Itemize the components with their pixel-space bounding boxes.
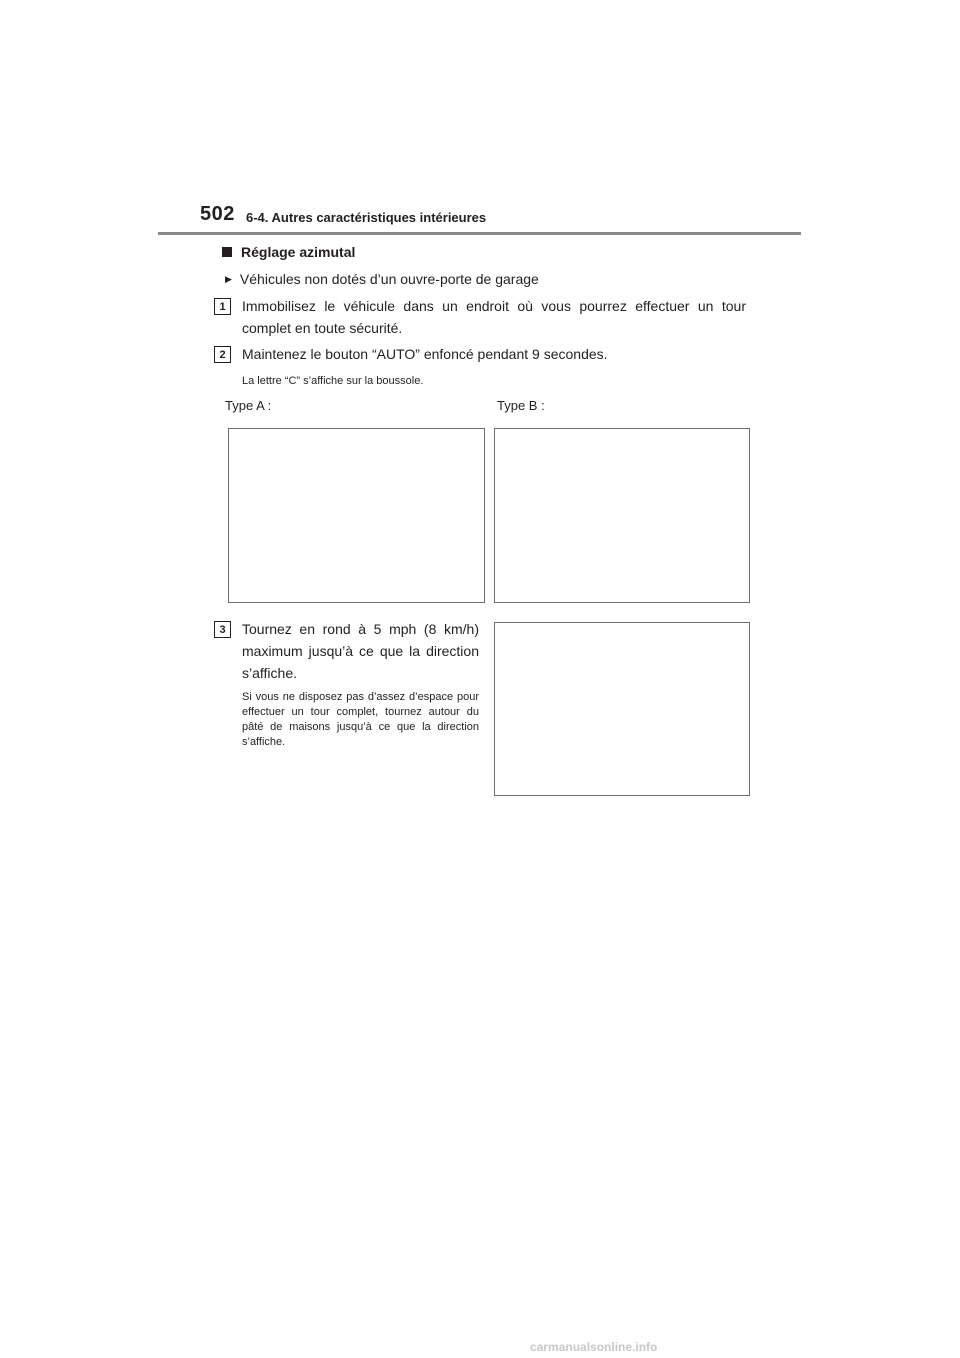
- subsection-heading: [222, 244, 355, 260]
- step-2-note: La lettre “C” s’affiche sur la boussole.: [242, 375, 424, 387]
- step-number-badge: 1: [214, 298, 231, 315]
- page-number: 502: [200, 203, 235, 225]
- figure-type-a: [228, 428, 485, 603]
- subsection-title: Réglage azimutal: [241, 244, 356, 260]
- condition-line: [225, 271, 539, 287]
- step-1-text: Immobilisez le véhicule dans un endroit où vous pourrez effectuer un tour complet en toute sécurité.: [242, 298, 746, 336]
- footer-watermark: carmanualsonline.info: [530, 1340, 658, 1354]
- step-2-text: Maintenez le bouton “AUTO” enfoncé pendant 9 secondes.: [242, 346, 608, 362]
- step-number-badge: 3: [214, 621, 231, 638]
- type-b-label: Type B :: [497, 398, 545, 413]
- condition-text: Véhicules non dotés d’un ouvre-porte de garage: [239, 271, 539, 287]
- header-divider: [158, 232, 801, 235]
- section-title: 6-4. Autres caractéristiques intérieures: [246, 210, 487, 225]
- step-3-text: Tournez en rond à 5 mph (8 km/h) maximum jusqu’à ce que la direction s’affiche.: [242, 621, 479, 681]
- step-3-note: Si vous ne disposez pas d’assez d’espace pour effectuer un tour complet, tournez autour du pâté de maisons jusqu’à ce que la direction s’affiche.: [242, 691, 479, 748]
- figure-type-b: [494, 428, 750, 603]
- figure-step-3: [494, 622, 750, 796]
- type-a-label: Type A :: [225, 398, 272, 413]
- step-number-badge: 2: [214, 346, 231, 363]
- square-bullet-icon: [222, 247, 232, 257]
- triangle-right-icon: ▶: [225, 273, 232, 284]
